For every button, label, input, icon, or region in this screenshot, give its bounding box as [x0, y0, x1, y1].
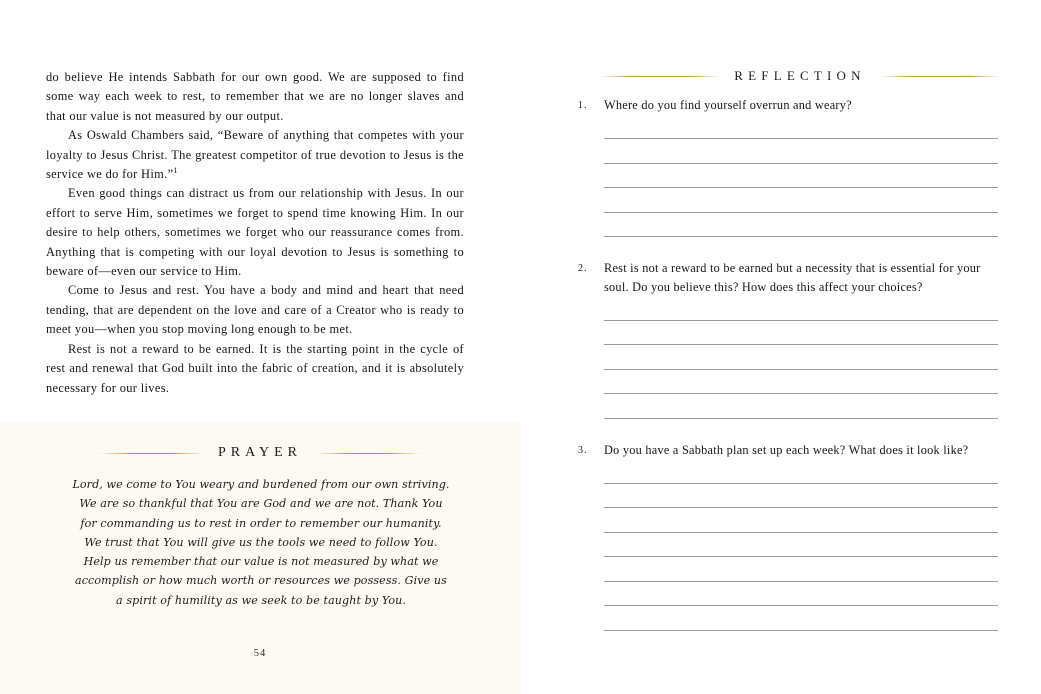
question-item	[578, 96, 998, 237]
answer-line[interactable]	[604, 164, 998, 189]
question-item	[578, 259, 998, 419]
paragraph-2-text: As Oswald Chambers said, “Beware of anything that competes with your loyalty to Jesus Christ. The greatest competitor of true devotion to Jesus is the service we do for Him.”	[46, 128, 464, 182]
reflection-title: REFLECTION	[734, 68, 866, 83]
question-row	[578, 441, 998, 460]
body-text-block	[46, 68, 464, 398]
answer-line[interactable]	[604, 321, 998, 346]
question-text: Do you have a Sabbath plan set up each week? What does it look like?	[604, 442, 969, 457]
answer-line[interactable]	[604, 508, 998, 533]
answer-line[interactable]	[604, 484, 998, 509]
reflection-heading	[600, 68, 1000, 84]
question-row	[578, 259, 998, 296]
paragraph-1: do believe He intends Sabbath for our own good. We are supposed to find some way each week to rest, to remember that we are no longer slaves and that our value is not measured by our output.	[46, 70, 464, 123]
answer-line[interactable]	[604, 188, 998, 213]
answer-line[interactable]	[604, 115, 998, 140]
question-spacer	[578, 237, 998, 259]
answer-line[interactable]	[604, 370, 998, 395]
answer-line[interactable]	[604, 394, 998, 419]
answer-line[interactable]	[604, 533, 998, 558]
answer-line[interactable]	[604, 459, 998, 484]
answer-line[interactable]	[604, 606, 998, 631]
left-page	[0, 0, 520, 694]
right-page	[520, 0, 1041, 694]
footnote-marker: 1	[173, 165, 178, 175]
reflection-questions	[578, 96, 998, 631]
question-text: Where do you find yourself overrun and weary?	[604, 98, 852, 112]
answer-line[interactable]	[604, 213, 998, 238]
question-spacer	[578, 419, 998, 441]
answer-line[interactable]	[604, 582, 998, 607]
paragraph-2	[46, 126, 464, 184]
paragraph-3: Even good things can distract us from our relationship with Jesus. In our effort to serve Him, sometimes we forget to spend time knowing Him. In our desire to help others, sometimes we forget who our reassurance comes from. Anything that is competing with our loyal devotion to Jesus is something to beware of—even our service to Him.	[46, 186, 464, 279]
left-rule-ornament-icon	[99, 453, 204, 454]
paragraph-4: Come to Jesus and rest. You have a body and mind and heart that need tending, that are dependent on the love and care of a Creator who is ready to meet you—when you stop moving long enough to be met.	[46, 283, 464, 337]
prayer-text: Lord, we come to You weary and burdened from our own striving. We are so thankful that You are God and we are not. Thank You for commanding us to rest in order to remember our humanity. We trust that You will give us the tools we need to follow You. Help us remember that our value is not measured by what we accomplish or how much worth or resources we possess. Give us a spirit of humility as we seek to be taught by You.	[72, 478, 450, 607]
question-number: 3.	[578, 444, 588, 456]
paragraph-5: Rest is not a reward to be earned. It is the starting point in the cycle of rest and renewal that God built into the fabric of creation, and it is absolutely necessary for our lives.	[46, 341, 464, 395]
prayer-heading	[0, 445, 520, 461]
answer-lines[interactable]	[604, 296, 998, 419]
question-row	[578, 96, 998, 115]
answer-line[interactable]	[604, 296, 998, 321]
left-rule-ornament-icon	[600, 76, 720, 77]
answer-lines[interactable]	[604, 459, 998, 631]
question-number: 2.	[578, 263, 588, 274]
answer-line[interactable]	[604, 139, 998, 164]
question-number: 1.	[578, 100, 588, 111]
question-item	[578, 441, 998, 631]
question-text: Rest is not a reward to be earned but a necessity that is essential for your soul. Do you believe this? How does this affect your choices?	[604, 261, 981, 294]
prayer-title: PRAYER	[218, 445, 302, 460]
answer-line[interactable]	[604, 345, 998, 370]
page-number: 54	[253, 648, 267, 659]
answer-line[interactable]	[604, 557, 998, 582]
right-rule-ornament-icon	[880, 76, 1000, 77]
right-rule-ornament-icon	[316, 453, 421, 454]
answer-lines[interactable]	[604, 115, 998, 238]
